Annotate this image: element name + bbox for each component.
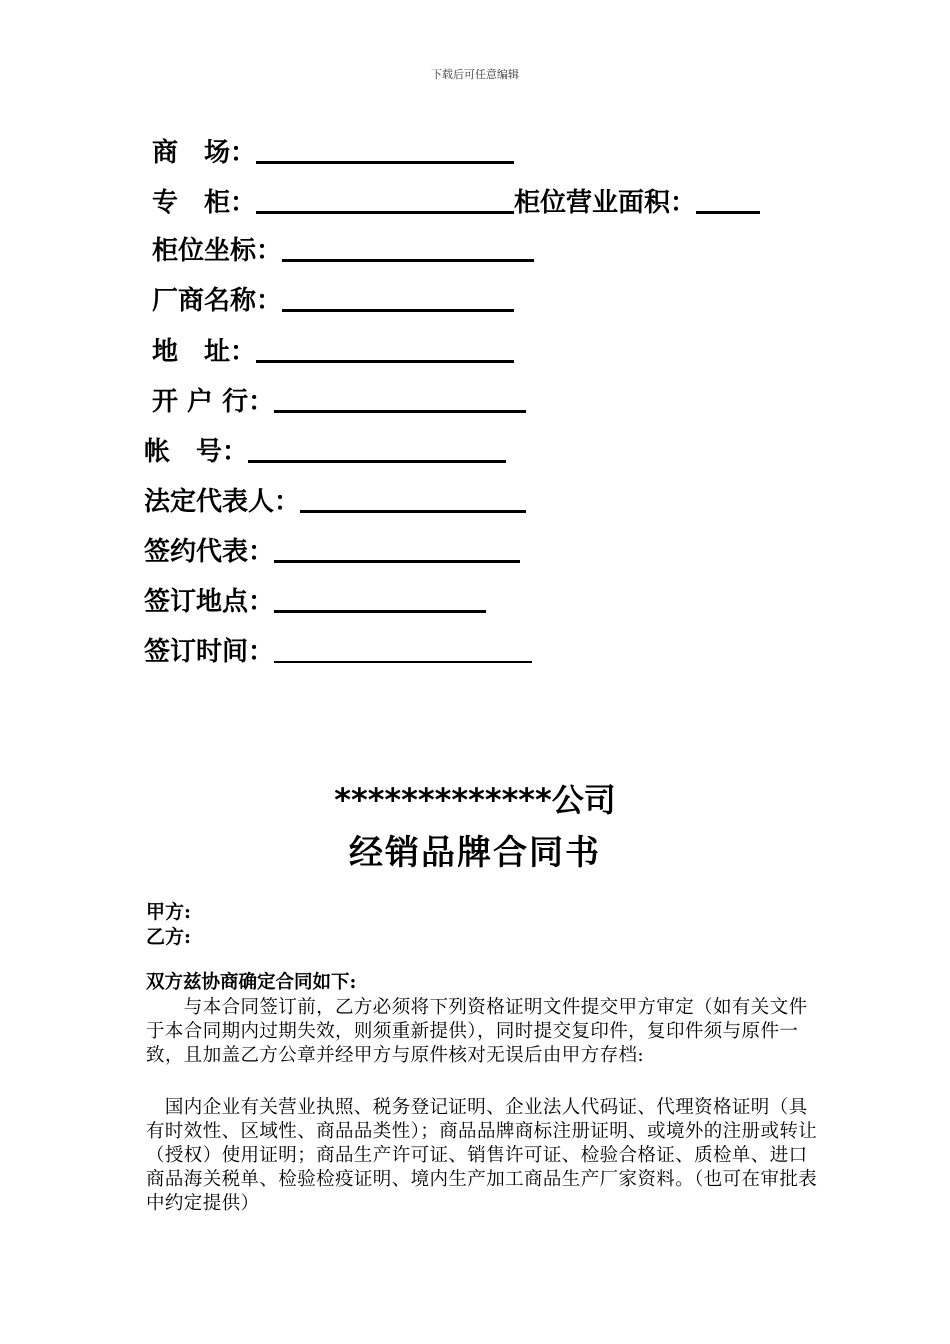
field-signing-rep	[144, 527, 520, 567]
paragraph-1	[146, 996, 826, 1068]
paragraph-1-text: 与本合同签订前，乙方必须将下列资格证明文件提交甲方审定（如有关文件于本合同期内过期失效，则须重新提供），同时提交复印件，复印件须与原件一致，且加盖乙方公章并经甲方与原件核对无误后由甲方存档:	[146, 997, 808, 1066]
field-counter-area-line[interactable]	[696, 185, 760, 214]
field-signing-rep-line[interactable]	[274, 534, 520, 563]
field-address-line[interactable]	[256, 334, 514, 363]
contract-title: 经销品牌合同书	[349, 833, 601, 873]
field-legal-rep	[144, 477, 526, 517]
intro-heading: 双方兹协商确定合同如下:	[146, 972, 357, 993]
field-counter-coord	[152, 226, 534, 266]
field-signing-place-label: 签订地点：	[144, 587, 275, 617]
field-counter-line[interactable]	[256, 185, 514, 214]
paragraph-2	[146, 1096, 826, 1216]
party-b-label: 乙方:	[146, 926, 192, 948]
field-signing-time-line[interactable]	[274, 635, 532, 663]
field-account	[144, 427, 506, 467]
field-bank	[152, 377, 526, 417]
field-signing-place-line[interactable]	[274, 584, 486, 613]
field-legal-rep-line[interactable]	[300, 484, 526, 513]
field-counter	[152, 178, 760, 218]
party-a-label: 甲方:	[146, 901, 192, 923]
field-signing-place	[144, 577, 486, 617]
field-bank-line[interactable]	[274, 384, 526, 413]
field-mall-line[interactable]	[256, 135, 514, 164]
field-account-label: 帐 号：	[144, 437, 249, 467]
field-signing-time-label: 签订时间：	[144, 637, 275, 667]
field-vendor-name-line[interactable]	[282, 283, 514, 312]
field-counter-label: 专 柜：	[152, 188, 257, 218]
field-counter-area-label: 柜位营业面积：	[514, 188, 697, 218]
field-signing-time	[144, 627, 532, 667]
field-mall-label: 商 场：	[152, 138, 257, 168]
field-mall	[152, 128, 514, 168]
field-signing-rep-label: 签约代表：	[144, 537, 275, 567]
header-note: 下载后可任意编辑	[431, 68, 519, 81]
company-title: *************公司	[334, 781, 616, 819]
field-counter-coord-label: 柜位坐标：	[152, 236, 283, 266]
field-bank-label: 开 户 行：	[152, 387, 275, 417]
field-vendor-name	[152, 276, 514, 316]
paragraph-2-text: 国内企业有关营业执照、税务登记证明、企业法人代码证、代理资格证明（具有时效性、区域性、商品品类性）；商品品牌商标注册证明、或境外的注册或转让（授权）使用证明；商品生产许可证、销售许可证、检验合格证、质检单、进口商品海关税单、检验检疫证明、境内生产加工商品生产厂家资料。（也可在审批表中约定提供）	[146, 1097, 818, 1214]
field-counter-coord-line[interactable]	[282, 233, 534, 262]
field-address	[152, 327, 514, 367]
field-account-line[interactable]	[248, 434, 506, 463]
field-address-label: 地 址：	[152, 337, 257, 367]
field-legal-rep-label: 法定代表人：	[144, 487, 301, 517]
field-vendor-name-label: 厂商名称：	[152, 286, 283, 316]
